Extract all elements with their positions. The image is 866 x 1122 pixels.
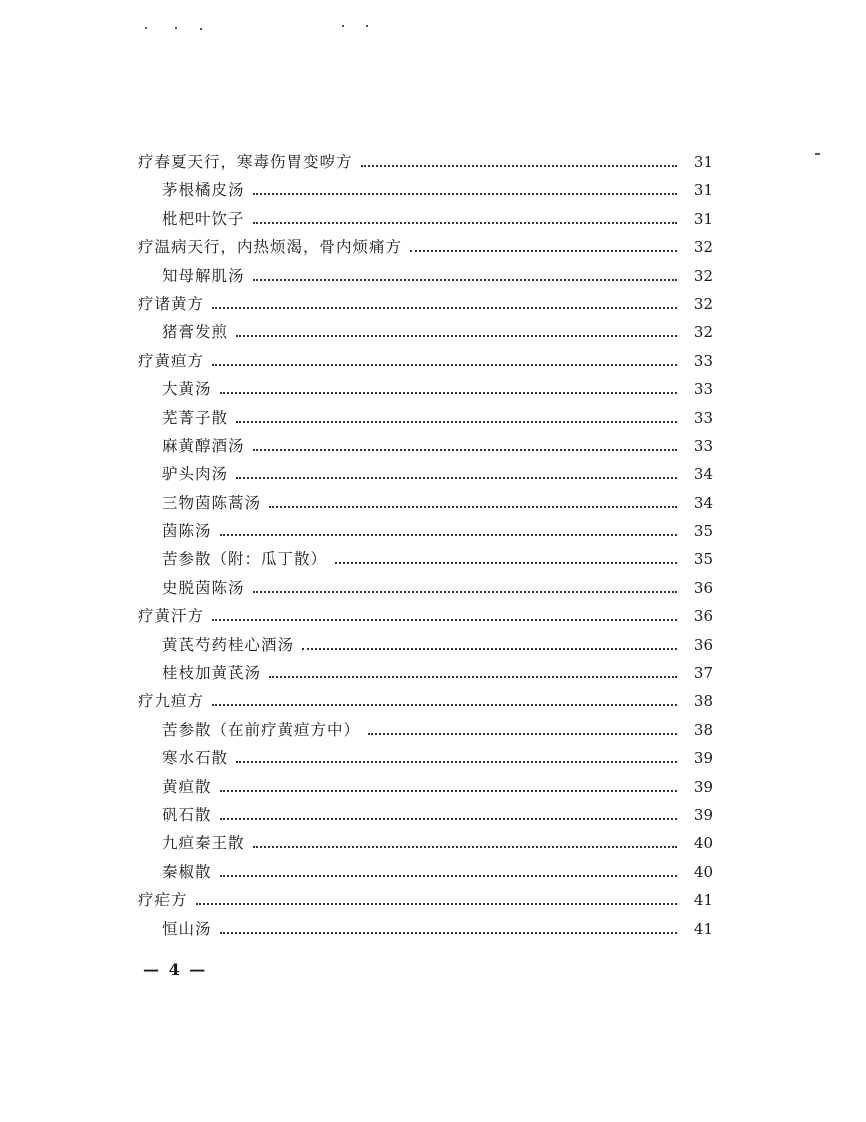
dot-leader [269,676,677,678]
toc-entry-title: 苦参散（附：瓜丁散） [162,550,328,569]
toc-entry-title: 麻黄醇酒汤 [162,436,245,455]
toc-entry-title: 疗黄疸方 [138,351,205,370]
toc-entry-page: 33 [693,380,713,399]
dot-leader [220,790,677,792]
dot-leader [236,335,677,337]
toc-subentry [138,803,713,831]
toc-entry-page: 40 [693,862,713,881]
toc-entry-page: 41 [693,891,713,910]
toc-entry-title: 驴头肉汤 [162,465,229,484]
toc-section-entry [138,888,713,916]
toc-entry-page: 32 [693,238,713,257]
toc-entry-title: 枇杷叶饮子 [162,209,245,228]
toc-entry-title: 苦参散（在前疗黄疸方中） [162,720,361,739]
toc-subentry [138,178,713,206]
toc-entry-title: 疗黄汗方 [138,607,205,626]
dot-leader [410,250,677,252]
dot-leader [220,818,677,820]
toc-subentry [138,207,713,235]
toc-entry-page: 33 [693,408,713,427]
toc-entry-title: 知母解肌汤 [162,266,245,285]
dot-leader [220,534,677,536]
toc-entry-title: 茵陈汤 [162,522,212,541]
toc-entry-page: 33 [693,436,713,455]
toc-entry-title: 恒山汤 [162,919,212,938]
toc-entry-page: 39 [693,749,713,768]
scan-artifact [815,153,820,155]
toc-entry-page: 36 [693,635,713,654]
toc-entry-page: 34 [693,465,713,484]
toc-entry-page: 31 [693,209,713,228]
toc-section-entry [138,292,713,320]
dot-leader [253,222,677,224]
toc-subentry [138,320,713,348]
toc-entry-title: 三物茵陈蒿汤 [162,493,262,512]
table-of-contents [138,150,713,945]
dot-leader [253,591,677,593]
dot-leader [220,875,677,877]
toc-entry-page: 39 [693,777,713,796]
toc-subentry [138,576,713,604]
toc-subentry [138,519,713,547]
dot-leader [269,506,677,508]
dot-leader [368,733,677,735]
dot-leader [212,307,677,309]
toc-entry-title: 秦椒散 [162,862,212,881]
toc-subentry [138,718,713,746]
toc-section-entry [138,349,713,377]
dot-leader [212,704,677,706]
toc-subentry [138,406,713,434]
toc-entry-page: 31 [693,153,713,171]
toc-section-entry [138,689,713,717]
scan-artifact [366,25,368,27]
toc-subentry [138,264,713,292]
toc-entry-page: 35 [693,550,713,569]
toc-entry-page: 31 [693,181,713,200]
toc-entry-title: 黄疸散 [162,777,212,796]
toc-entry-title: 史脱茵陈汤 [162,578,245,597]
toc-subentry [138,434,713,462]
toc-entry-page: 32 [693,266,713,285]
dot-leader [335,562,677,564]
dot-leader [253,193,677,195]
toc-entry-title: 疗春夏天行，寒毒伤胃变哕方 [138,153,353,171]
dot-leader [196,903,677,905]
toc-entry-title: 疗诸黄方 [138,294,205,313]
toc-entry-title: 疗九疸方 [138,692,205,711]
dot-leader [253,279,677,281]
toc-entry-page: 34 [693,493,713,512]
toc-entry-page: 37 [693,664,713,683]
toc-entry-page: 35 [693,522,713,541]
toc-entry-page: 36 [693,607,713,626]
toc-subentry [138,633,713,661]
scan-artifact [175,27,177,29]
toc-entry-title: 黄芪芍药桂心酒汤 [162,635,295,654]
toc-entry-page: 39 [693,805,713,824]
toc-section-entry [138,150,713,178]
scan-artifact [342,25,344,27]
toc-subentry [138,860,713,888]
dot-leader [253,846,677,848]
toc-subentry [138,661,713,689]
scan-artifact [200,28,202,30]
toc-entry-page: 38 [693,692,713,711]
dot-leader [302,648,677,650]
toc-entry-page: 32 [693,323,713,342]
dot-leader [361,165,677,167]
toc-subentry [138,775,713,803]
toc-subentry [138,462,713,490]
toc-entry-title: 茅根橘皮汤 [162,181,245,200]
toc-entry-title: 大黄汤 [162,380,212,399]
toc-subentry [138,831,713,859]
toc-entry-title: 疗温病天行，内热烦渴，骨内烦痛方 [138,238,403,257]
toc-entry-title: 桂枝加黄芪汤 [162,664,262,683]
toc-entry-page: 32 [693,294,713,313]
toc-entry-page: 33 [693,351,713,370]
toc-entry-page: 38 [693,720,713,739]
toc-entry-title: 矾石散 [162,805,212,824]
dot-leader [212,364,677,366]
toc-subentry [138,746,713,774]
toc-entry-title: 疗疟方 [138,891,188,910]
toc-subentry [138,547,713,575]
dot-leader [236,421,677,423]
dot-leader [236,477,677,479]
dot-leader [220,932,677,934]
dot-leader [220,392,677,394]
toc-entry-page: 40 [693,834,713,853]
dot-leader [236,761,677,763]
toc-entry-title: 猪膏发煎 [162,323,229,342]
dot-leader [212,619,677,621]
toc-subentry [138,491,713,519]
toc-entry-title: 寒水石散 [162,749,229,768]
toc-entry-page: 36 [693,578,713,597]
scan-artifact [145,27,147,29]
toc-entry-title: 芜菁子散 [162,408,229,427]
toc-subentry [138,377,713,405]
toc-entry-page: 41 [693,919,713,938]
toc-section-entry [138,235,713,263]
toc-subentry [138,917,713,945]
toc-section-entry [138,604,713,632]
page-number-folio: — 4 — [143,960,208,979]
dot-leader [253,449,677,451]
toc-entry-title: 九疸秦王散 [162,834,245,853]
